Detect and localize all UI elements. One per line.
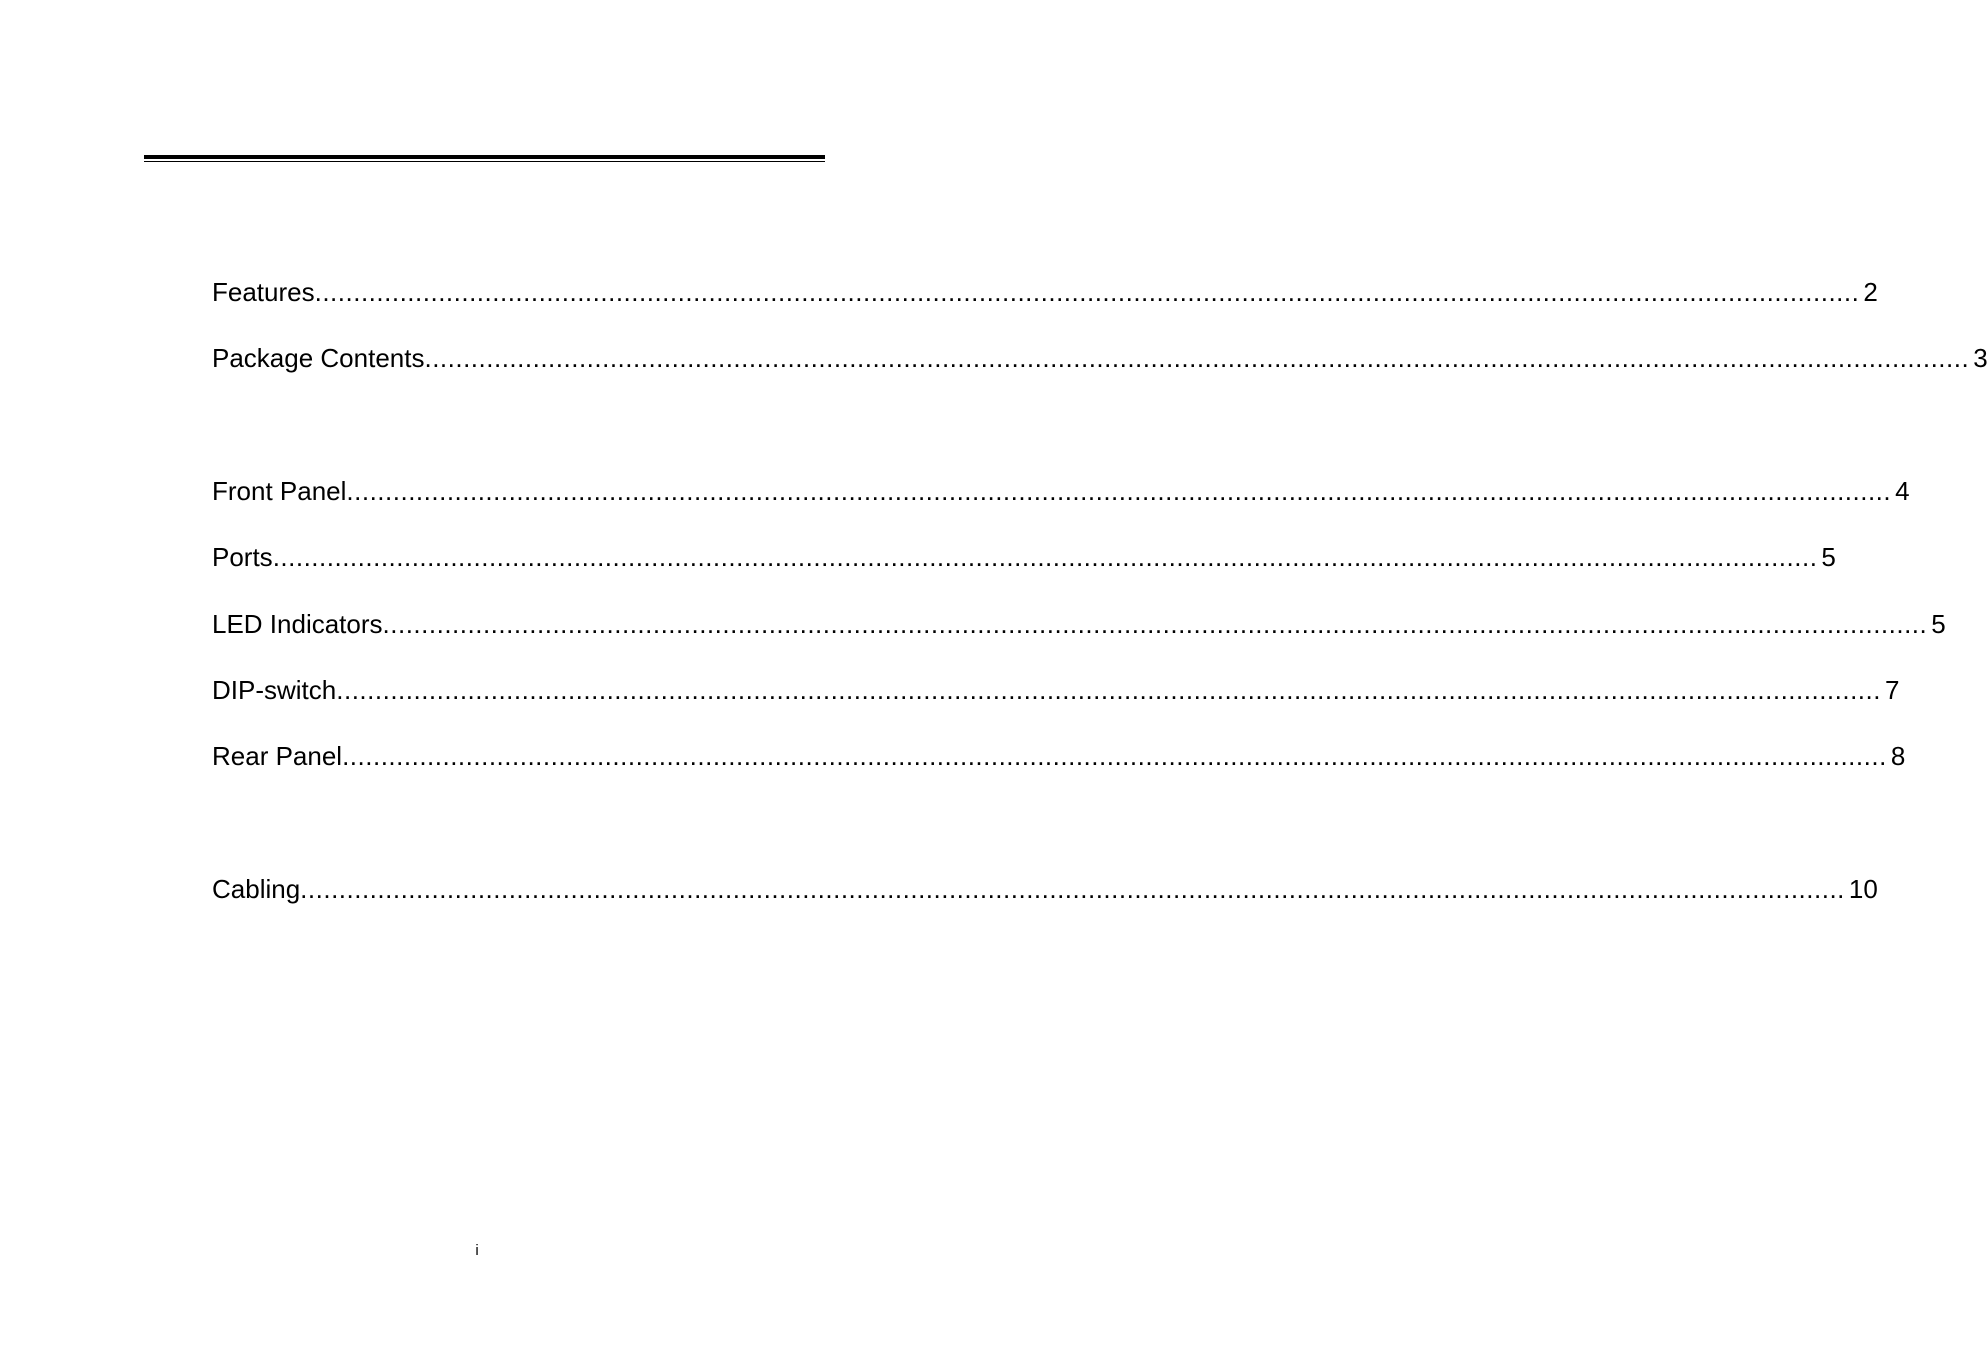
toc-entry-page: 10 xyxy=(1848,874,1878,904)
toc-entry-title: Package Contents xyxy=(212,343,425,373)
toc-entry-cabling[interactable] xyxy=(212,872,1878,906)
toc-entry-front-panel[interactable] xyxy=(212,474,1910,508)
toc-leader-dots: ........................................................................................................................................................................................................ xyxy=(314,277,1860,307)
toc-leader-dots: ........................................................................................................................................................................................................ xyxy=(336,675,1881,705)
header-rule-thick xyxy=(144,155,825,159)
toc-entry-features[interactable] xyxy=(212,275,1878,309)
toc-entry-title: Features xyxy=(212,277,315,307)
toc-entry-page: 8 xyxy=(1890,741,1906,771)
toc-entry-page: 5 xyxy=(1931,609,1946,639)
toc-entry-rear-panel[interactable] xyxy=(212,739,1906,773)
footer-page-number: i xyxy=(475,1242,479,1259)
toc-entry-title: Rear Panel xyxy=(212,741,343,771)
toc-entry-title: DIP-switch xyxy=(212,675,337,705)
toc-entry-page: 2 xyxy=(1863,277,1878,307)
toc-leader-dots: ........................................................................................................................................................................................................ xyxy=(382,609,1928,639)
toc-entry-page: 5 xyxy=(1821,542,1836,572)
toc-entry-led-indicators[interactable] xyxy=(212,607,1946,641)
toc-entry-title: Front Panel xyxy=(212,476,347,506)
toc-entry-title: Ports xyxy=(212,542,273,572)
toc-leader-dots: ........................................................................................................................................................................................................ xyxy=(342,741,1887,771)
toc-entry-page: 4 xyxy=(1895,476,1910,506)
toc-entry-title: Cabling xyxy=(212,874,301,904)
toc-leader-dots: ........................................................................................................................................................................................................ xyxy=(300,874,1845,904)
toc-leader-dots: ........................................................................................................................................................................................................ xyxy=(424,343,1970,373)
toc-entry-package-contents[interactable] xyxy=(212,341,1988,375)
toc-entry-page: 3 xyxy=(1973,343,1988,373)
toc-leader-dots: ........................................................................................................................................................................................................ xyxy=(346,476,1892,506)
toc-entry-page: 7 xyxy=(1884,675,1900,705)
toc-entry-title: LED Indicators xyxy=(212,609,383,639)
toc-leader-dots: ........................................................................................................................................................................................................ xyxy=(272,542,1818,572)
toc-entry-ports[interactable] xyxy=(212,540,1836,574)
toc-entry-dip-switch[interactable] xyxy=(212,673,1900,707)
header-rule-thin xyxy=(144,161,825,162)
